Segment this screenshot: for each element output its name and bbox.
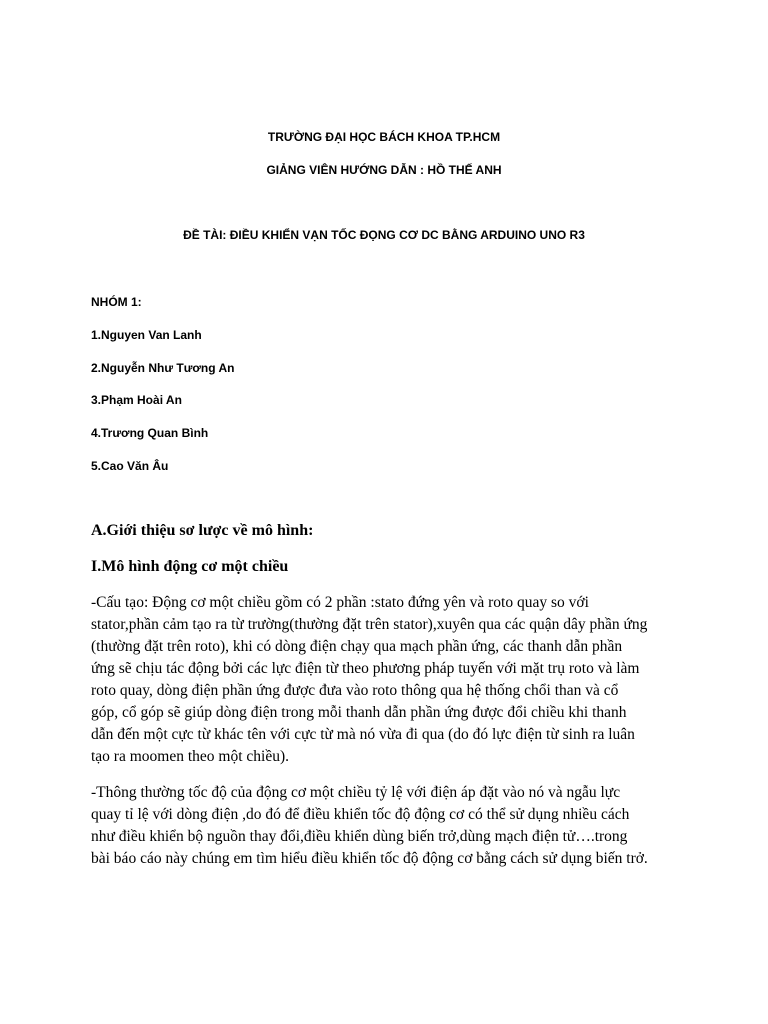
paragraph-line: ứng sẽ chịu tác động bởi các lực điện từ theo phương pháp tuyến với mặt trụ roto và làm	[91, 660, 640, 677]
paragraph-line: -Cấu tạo: Động cơ một chiều gồm có 2 phần :stato đứng yên và roto quay so với	[91, 594, 589, 611]
member-2: 2.Nguyễn Như Tương An	[91, 361, 235, 375]
paragraph-line: -Thông thường tốc độ của động cơ một chiều tỷ lệ với điện áp đặt vào nó và ngẫu lực	[91, 784, 621, 801]
paragraph-speed-control	[91, 782, 691, 870]
group-label: NHÓM 1:	[91, 295, 142, 309]
paragraph-line: bài báo cáo này chúng em tìm hiểu điều khiển tốc độ động cơ bằng cách sử dụng biến trở.	[91, 850, 648, 867]
topic-title: ĐỀ TÀI: ĐIỀU KHIỂN VẠN TỐC ĐỌNG CƠ DC BẰNG ARDUINO UNO R3	[183, 228, 585, 242]
paragraph-line: roto quay, dòng điện phần ứng được đưa vào roto thông qua hệ thống chổi than và cổ	[91, 682, 619, 699]
member-4: 4.Trương Quan Bình	[91, 426, 209, 440]
paragraph-structure	[91, 592, 691, 768]
school-name: TRƯỜNG ĐẠI HỌC BÁCH KHOA TP.HCM	[267, 130, 501, 144]
paragraph-line: stator,phần cảm tạo ra từ trường(thường đặt trên stator),xuyên qua các quận dây phần ứng	[91, 616, 648, 633]
paragraph-line: dẫn đến một cực từ khác tên với cực từ mà nó vừa đi qua (do đó lực điện từ sinh ra luân	[91, 726, 635, 743]
paragraph-line: như điều khiển bộ nguồn thay đổi,điều khiển dùng biến trở,dùng mạch điện tử….trong	[91, 828, 628, 845]
member-1: 1.Nguyen Van Lanh	[91, 328, 202, 342]
paragraph-line: (thường đặt trên roto), khi có dòng điện chạy qua mạch phần ứng, các thanh dẫn phần	[91, 638, 623, 655]
member-5: 5.Cao Văn Âu	[91, 459, 169, 473]
member-3: 3.Phạm Hoài An	[91, 393, 182, 407]
section-heading-a: A.Giới thiệu sơ lược về mô hình:	[91, 522, 314, 539]
section-heading-i: I.Mô hình động cơ một chiều	[91, 558, 289, 575]
paragraph-line: quay tỉ lệ với dòng điện ,do đó để điều khiển tốc độ động cơ có thể sử dụng nhiều cách	[91, 806, 630, 823]
paragraph-line: tạo ra moomen theo một chiều).	[91, 748, 289, 765]
instructor-line: GIẢNG VIÊN HƯỚNG DẪN : HỒ THẾ ANH	[266, 163, 502, 177]
paragraph-line: góp, cổ góp sẽ giúp dòng điện trong mỗi thanh dẫn phần ứng được đổi chiều khi thanh	[91, 704, 627, 721]
